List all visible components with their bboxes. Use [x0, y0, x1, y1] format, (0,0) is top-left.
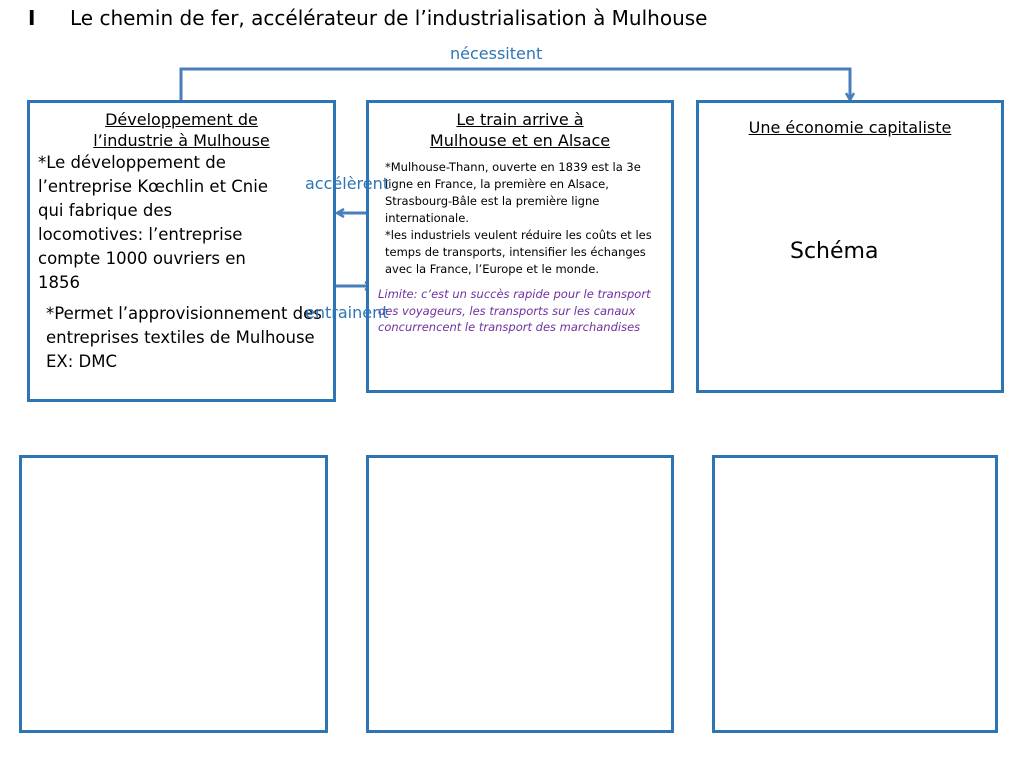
- box-industry-title-line2: l’industrie à Mulhouse: [93, 131, 270, 150]
- box-train-title: [369, 109, 671, 151]
- box-train-title-line2: Mulhouse et en Alsace: [429, 131, 611, 150]
- box-economy-title: Une économie capitaliste: [748, 118, 952, 137]
- link-label-entrainent: entrainent: [305, 303, 389, 322]
- box-train: [366, 100, 674, 393]
- box-industry-title: [30, 109, 333, 151]
- page-title: Le chemin de fer, accélérateur de l’industrialisation à Mulhouse: [70, 6, 708, 30]
- box-industry-title-line1: Développement de: [105, 110, 258, 129]
- link-label-necessitent: nécessitent: [450, 44, 543, 63]
- box-train-para1: *Mulhouse-Thann, ouverte en 1839 est la 3e ligne en France, la première en Alsace, Strasbourg-Bâle est la première ligne internationale.: [385, 160, 641, 225]
- top-connector-arrow: [181, 69, 850, 101]
- box-train-title-line1: Le train arrive à: [456, 110, 584, 129]
- box-industry-para2-text: *Permet l’approvisionnement des entreprises textiles de Mulhouse: [46, 304, 322, 347]
- link-label-accelerent: accélèrent: [305, 174, 390, 193]
- box-train-para2: *les industriels veulent réduire les coûts et les temps de transports, intensifier les échanges avec la France, l’Europe et le monde.: [385, 228, 652, 276]
- box-industry-para1: *Le développement de l’entreprise Kœchlin et Cnie qui fabrique des locomotives: l’entreprise compte 1000 ouvriers en 1856: [38, 153, 268, 292]
- empty-box-right: [712, 455, 998, 733]
- box-train-limit: Limite: c’est un succès rapide pour le transport des voyageurs, les transports sur les canaux concurrencent le transport des marchandises: [378, 287, 651, 334]
- empty-box-left: [19, 455, 328, 733]
- box-economy: [696, 100, 1004, 393]
- box-industry-para2: [46, 302, 326, 374]
- schema-label: Schéma: [790, 239, 879, 264]
- box-industry-example: EX: DMC: [46, 352, 117, 371]
- empty-box-center: [366, 455, 674, 733]
- section-number: I: [28, 6, 36, 30]
- box-industry: [27, 100, 336, 402]
